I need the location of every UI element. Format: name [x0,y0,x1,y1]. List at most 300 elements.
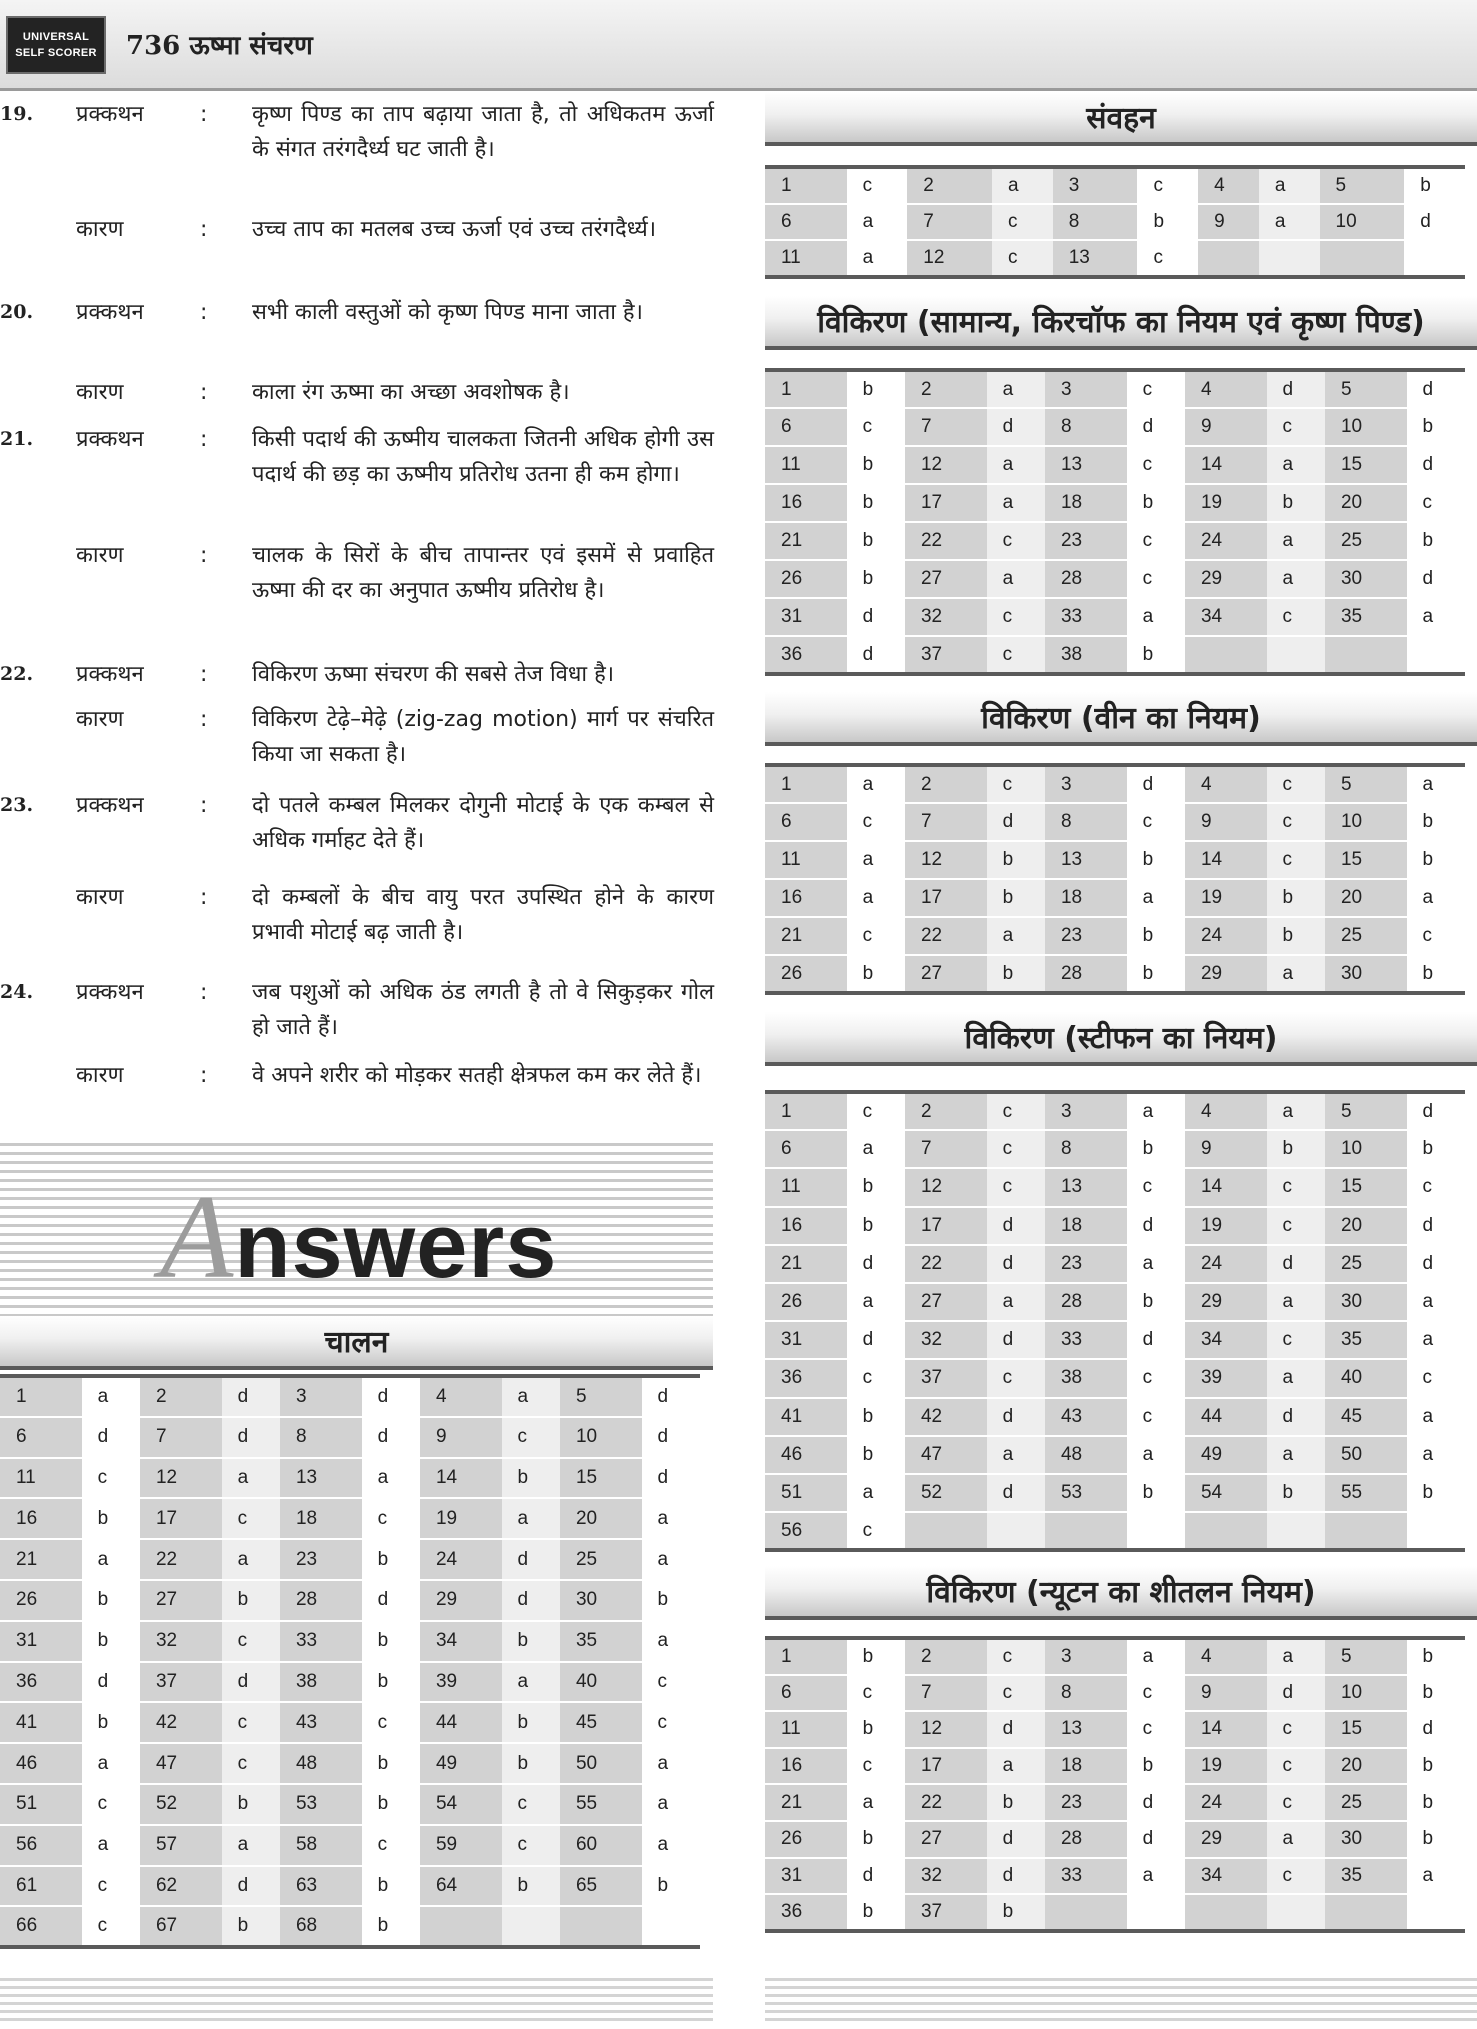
answer-cell: a [987,1436,1045,1474]
answer-cell: d [642,1376,700,1417]
answer-cell: a [987,1748,1045,1785]
section-title: विकिरण (न्यूटन का शीतलन नियम) [765,1566,1477,1620]
answer-cell: b [1407,1675,1465,1712]
answer-cell: a [847,879,905,917]
answer-cell: d [987,1398,1045,1436]
question-number-cell: 52 [905,1474,987,1512]
question-number-cell: 7 [905,803,987,841]
question-number-cell: 11 [765,1711,847,1748]
answer-cell: b [1267,484,1325,522]
answer-cell: c [987,1638,1045,1675]
reason-label: कारण [76,885,124,910]
answer-table [765,1636,1465,1933]
question-number-cell: 17 [905,1748,987,1785]
answer-cell: a [847,1283,905,1321]
answer-cell: c [1267,1321,1325,1359]
answer-cell: b [362,1662,420,1703]
answer-cell: b [1127,917,1185,955]
question-number-cell: 56 [765,1512,847,1550]
answer-cell: b [222,1906,280,1947]
answer-cell: a [987,446,1045,484]
answer-cell: d [642,1417,700,1458]
answer-cell: d [1127,1784,1185,1821]
answer-cell: b [502,1743,560,1784]
question-number-cell: 48 [1045,1436,1127,1474]
answer-cell: c [847,1512,905,1550]
answer-row [765,598,1465,636]
answer-cell: c [642,1662,700,1703]
question-number-cell: 2 [905,1092,987,1130]
statement-text: किसी पदार्थ की ऊष्मीय चालकता जितनी अधिक होगी उस पदार्थ की छड़ का ऊष्मीय प्रतिरोध उतना ही कम होगा। [252,427,714,487]
statement-label: प्रक्कथन [76,102,144,127]
answer-cell: a [1407,598,1465,636]
question-number-cell: 55 [560,1784,642,1825]
answer-cell: a [222,1539,280,1580]
question-number-cell: 25 [1325,1245,1407,1283]
answer-cell: a [1259,204,1320,241]
answer-row [0,1825,700,1866]
answer-row [765,1711,1465,1748]
question-number-cell: 8 [1045,1130,1127,1168]
answer-cell: a [1127,1858,1185,1895]
question-number-cell: 17 [140,1498,222,1539]
question-number-cell [1185,1894,1267,1931]
answer-cell: d [222,1662,280,1703]
question-number-cell: 30 [1325,1283,1407,1321]
question-number-cell: 12 [140,1458,222,1499]
question-number-cell: 32 [905,1321,987,1359]
answer-cell: c [847,1675,905,1712]
answer-table [765,368,1465,676]
answer-cell: d [362,1376,420,1417]
question-number-cell [1325,636,1407,674]
colon-separator: : [200,300,208,325]
question-number-cell: 38 [280,1662,362,1703]
answer-cell: a [1267,522,1325,560]
question-number-cell: 1 [0,1376,82,1417]
question-number-cell: 52 [140,1784,222,1825]
question-number-cell: 41 [765,1398,847,1436]
question-number-cell: 9 [420,1417,502,1458]
question-number-cell [1185,1512,1267,1550]
answer-cell: b [847,1168,905,1206]
answer-cell: d [847,598,905,636]
answer-cell: b [502,1866,560,1907]
answer-row [0,1743,700,1784]
answer-cell: b [847,1894,905,1931]
answer-cell: b [847,522,905,560]
colon-separator: : [200,543,208,568]
answer-cell: b [847,1398,905,1436]
answer-cell: c [1127,446,1185,484]
answer-cell [642,1906,700,1947]
answer-cell: a [642,1621,700,1662]
logo-line-1: UNIVERSAL [22,31,90,43]
answer-cell: c [1127,522,1185,560]
answer-cell: d [847,1858,905,1895]
answer-cell: a [222,1825,280,1866]
question-number-cell: 13 [1045,1711,1127,1748]
answer-cell: d [847,1321,905,1359]
question-number-cell: 31 [765,598,847,636]
answer-cell: b [1407,1130,1465,1168]
answer-row [765,408,1465,446]
answer-cell: b [502,1458,560,1499]
question-number-cell: 38 [1045,636,1127,674]
question-number-cell: 51 [765,1474,847,1512]
answer-row [765,240,1465,277]
answer-cell: d [642,1458,700,1499]
question-number-cell: 12 [905,841,987,879]
question-number-cell: 50 [1325,1436,1407,1474]
answer-cell: c [1127,1711,1185,1748]
answer-cell: c [222,1702,280,1743]
answer-cell: d [987,1207,1045,1245]
question-number-cell: 26 [765,560,847,598]
answer-cell: c [847,803,905,841]
answer-cell: a [987,560,1045,598]
question-number-cell: 5 [1325,1092,1407,1130]
answer-cell: b [847,1638,905,1675]
colon-separator: : [200,662,208,687]
answer-cell: c [1267,1711,1325,1748]
answer-cell: a [502,1376,560,1417]
answer-cell: a [987,484,1045,522]
answer-cell: d [82,1662,140,1703]
answer-cell [1267,1512,1325,1550]
question-number-cell: 8 [1053,204,1138,241]
answer-cell: b [1407,803,1465,841]
question-number-cell: 6 [765,803,847,841]
answer-cell: d [1404,204,1465,241]
answer-row [765,1638,1465,1675]
question-number-cell: 8 [1045,1675,1127,1712]
reason-text: दो कम्बलों के बीच वायु परत उपस्थित होने के कारण प्रभावी मोटाई बढ़ जाती है। [252,885,714,945]
answer-cell: a [642,1539,700,1580]
answer-cell: a [847,841,905,879]
question-number-cell: 19 [420,1498,502,1539]
answer-cell: d [1407,1711,1465,1748]
question-number-cell: 9 [1185,803,1267,841]
answer-cell: c [1407,484,1465,522]
answer-row [765,1359,1465,1397]
answer-row [765,1436,1465,1474]
answer-cell: d [1407,560,1465,598]
answer-cell: b [502,1702,560,1743]
question-number-cell: 54 [420,1784,502,1825]
answer-cell: a [1407,879,1465,917]
question-number-cell: 7 [905,1675,987,1712]
answer-cell: c [987,1359,1045,1397]
answer-row [765,370,1465,408]
answer-cell: b [222,1580,280,1621]
question-number-cell: 40 [1325,1359,1407,1397]
question-number-cell: 28 [280,1580,362,1621]
question-number-cell: 46 [765,1436,847,1474]
colon-separator: : [200,1063,208,1088]
question-number-cell: 3 [1045,370,1127,408]
question-number-cell: 4 [1185,765,1267,803]
answer-cell [987,1512,1045,1550]
answer-cell: b [82,1498,140,1539]
answer-cell: c [1127,1359,1185,1397]
question-number-cell [1185,636,1267,674]
question-number-cell [1325,1894,1407,1931]
answer-table [765,763,1465,995]
answer-cell: d [502,1580,560,1621]
question-number-cell: 37 [140,1662,222,1703]
colon-separator: : [200,380,208,405]
question-number-cell: 4 [1185,1092,1267,1130]
question-number-cell: 10 [560,1417,642,1458]
statement-label: प्रक्कथन [76,300,144,325]
question-number-cell: 16 [0,1498,82,1539]
question-number-cell: 11 [765,446,847,484]
answer-cell: b [502,1621,560,1662]
question-number-cell: 14 [1185,446,1267,484]
answer-cell: a [847,1474,905,1512]
colon-separator: : [200,707,208,732]
answer-cell [1407,636,1465,674]
question-number-cell: 66 [0,1906,82,1947]
question-number-cell: 4 [1198,167,1259,204]
question-number-cell: 1 [765,370,847,408]
answer-cell: a [82,1825,140,1866]
question-number-cell: 13 [1045,841,1127,879]
question-number-cell: 23 [1045,522,1127,560]
answer-cell: d [1407,1207,1465,1245]
reason-text: काला रंग ऊष्मा का अच्छा अवशोषक है। [252,380,570,405]
question-number-cell: 24 [1185,917,1267,955]
question-number-cell: 14 [1185,841,1267,879]
answer-cell: d [1407,1245,1465,1283]
answer-cell: b [987,841,1045,879]
answer-cell: b [1267,1474,1325,1512]
answer-cell: b [1127,955,1185,993]
question-number-cell: 24 [1185,1784,1267,1821]
answer-cell: b [82,1621,140,1662]
answer-cell: c [1267,1748,1325,1785]
question-number-cell [1045,1512,1127,1550]
question-number-cell: 28 [1045,955,1127,993]
answer-cell: c [1407,1168,1465,1206]
answer-cell: a [1407,1321,1465,1359]
answers-heading [160,1168,557,1306]
brand-logo [6,16,106,74]
question-number-cell: 50 [560,1743,642,1784]
statement-text: दो पतले कम्बल मिलकर दोगुनी मोटाई के एक कम्बल से अधिक गर्माहट देते हैं। [252,793,714,853]
answer-cell: b [362,1539,420,1580]
answer-cell: b [847,560,905,598]
reason-label: कारण [76,1063,124,1088]
answer-cell: b [642,1866,700,1907]
question-number-cell: 7 [140,1417,222,1458]
answer-row [765,1321,1465,1359]
question-number-cell: 57 [140,1825,222,1866]
answer-cell: d [222,1376,280,1417]
answer-cell: a [1267,1436,1325,1474]
answer-cell: a [1127,598,1185,636]
answer-row [765,1130,1465,1168]
answer-cell: a [1267,446,1325,484]
answer-cell: c [1267,1858,1325,1895]
answer-cell: c [987,1092,1045,1130]
answer-cell: b [1407,408,1465,446]
answer-row [765,1675,1465,1712]
question-number-cell: 6 [765,408,847,446]
answer-cell: c [1127,1398,1185,1436]
question-number-cell: 9 [1185,1675,1267,1712]
question-number-cell: 42 [905,1398,987,1436]
question-number-cell: 40 [560,1662,642,1703]
question-number-cell: 11 [765,1168,847,1206]
question-number-cell: 61 [0,1866,82,1907]
answer-cell: b [847,484,905,522]
colon-separator: : [200,102,208,127]
answer-cell: b [1127,1283,1185,1321]
answer-cell: d [82,1417,140,1458]
question-number-cell: 55 [1325,1474,1407,1512]
question-number-cell: 26 [0,1580,82,1621]
question-number-cell: 22 [905,1245,987,1283]
answer-row [0,1580,700,1621]
answer-cell: a [1407,765,1465,803]
page-title: 736 ऊष्मा संचरण [126,31,313,61]
answer-cell: c [502,1825,560,1866]
question-number-cell: 14 [1185,1168,1267,1206]
answer-cell: c [222,1743,280,1784]
question-number-cell: 32 [905,1858,987,1895]
answer-cell: d [362,1417,420,1458]
question-number-cell: 2 [905,765,987,803]
question-number-cell: 64 [420,1866,502,1907]
question-number: 23. [0,794,34,816]
colon-separator: : [200,217,208,242]
answer-cell: d [987,408,1045,446]
question-number-cell: 3 [280,1376,362,1417]
question-number-cell: 24 [420,1539,502,1580]
answer-cell: c [987,598,1045,636]
answer-cell: d [1267,1398,1325,1436]
question-number-cell: 21 [765,522,847,560]
answer-cell: d [1267,1675,1325,1712]
statement-text: विकिरण ऊष्मा संचरण की सबसे तेज विधा है। [252,662,615,687]
bottom-stripes-right [765,1978,1477,2024]
question-number-cell: 63 [280,1866,362,1907]
answer-cell: b [1407,1474,1465,1512]
answer-cell: d [987,1858,1045,1895]
question-number-cell: 6 [765,204,847,241]
question-number-cell: 33 [280,1621,362,1662]
answer-cell: c [362,1498,420,1539]
question-number-cell: 13 [280,1458,362,1499]
question-number-cell: 13 [1045,1168,1127,1206]
answer-row [0,1498,700,1539]
question-number-cell: 47 [905,1436,987,1474]
question-number-cell: 36 [765,636,847,674]
question-number-cell: 19 [1185,879,1267,917]
answer-cell: a [847,240,908,277]
answer-cell: b [1407,955,1465,993]
question-number-cell: 31 [0,1621,82,1662]
answer-cell: a [1407,1283,1465,1321]
answer-cell: b [1407,1638,1465,1675]
reason-label: कारण [76,380,124,405]
question-number-cell: 20 [1325,1748,1407,1785]
answer-cell: c [987,1130,1045,1168]
answer-cell: c [1127,370,1185,408]
question-number-cell: 21 [765,1784,847,1821]
answer-cell: c [1127,803,1185,841]
answer-cell [1407,1512,1465,1550]
question-number-cell: 15 [1325,1711,1407,1748]
question-number-cell: 23 [1045,1784,1127,1821]
question-number-cell [1045,1894,1127,1931]
answer-cell: c [1267,841,1325,879]
question-number-cell: 28 [1045,1821,1127,1858]
answer-cell: a [1267,1638,1325,1675]
answer-cell: a [222,1458,280,1499]
answer-cell: d [1267,370,1325,408]
question-number-cell: 45 [560,1702,642,1743]
question-number-cell: 22 [905,522,987,560]
question-number-cell: 34 [1185,1858,1267,1895]
statement-label: प्रक्कथन [76,980,144,1005]
question-number-cell: 24 [1185,522,1267,560]
answer-row [765,917,1465,955]
question-number-cell: 56 [0,1825,82,1866]
question-number-cell: 43 [280,1702,362,1743]
question-number-cell: 21 [0,1539,82,1580]
answer-cell: a [847,765,905,803]
reason-label: कारण [76,217,124,242]
answer-cell: b [222,1784,280,1825]
question-number-cell: 12 [905,1711,987,1748]
question-number-cell: 1 [765,1092,847,1130]
answer-table [0,1374,700,1949]
answer-row [0,1376,700,1417]
question-number-cell: 18 [1045,484,1127,522]
question-number-cell: 5 [560,1376,642,1417]
answer-cell: b [847,1436,905,1474]
answer-cell: a [1259,167,1320,204]
answer-cell: a [642,1498,700,1539]
answer-cell: d [987,1245,1045,1283]
answer-row [0,1662,700,1703]
answer-cell: d [987,1474,1045,1512]
answer-cell: b [987,955,1045,993]
answer-cell: a [1267,560,1325,598]
answer-cell: c [82,1784,140,1825]
answer-cell: b [1127,1748,1185,1785]
answer-cell: d [847,636,905,674]
question-number-cell: 15 [1325,1168,1407,1206]
question-number-cell: 17 [905,1207,987,1245]
question-number-cell: 39 [420,1662,502,1703]
question-number-cell: 4 [420,1376,502,1417]
answer-cell: b [1267,879,1325,917]
answer-cell: b [1404,167,1465,204]
answer-row [765,484,1465,522]
question-number-cell: 4 [1185,370,1267,408]
answer-cell: c [82,1906,140,1947]
answer-cell: c [642,1702,700,1743]
question-number-cell: 15 [1325,841,1407,879]
statement-text: सभी काली वस्तुओं को कृष्ण पिण्ड माना जाता है। [252,300,643,325]
question-number-cell: 17 [905,879,987,917]
question-number-cell: 20 [560,1498,642,1539]
question-number-cell: 1 [765,167,847,204]
